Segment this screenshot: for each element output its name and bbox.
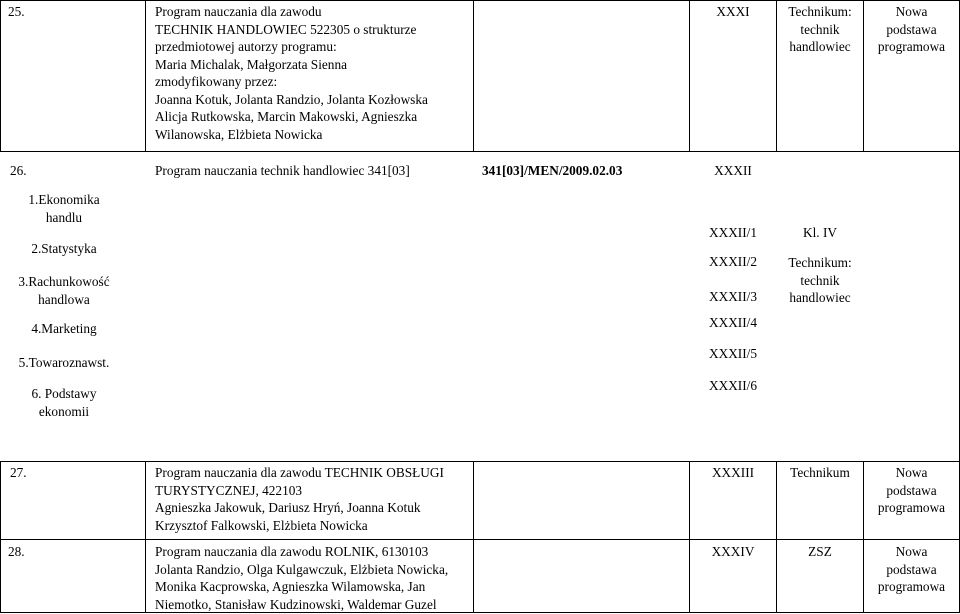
subject-1: 1.Ekonomika handlu <box>28 192 100 225</box>
subject-2: 2.Statystyka <box>31 241 97 256</box>
row-26-approval: 341[03]/MEN/2009.02.03 <box>482 163 623 178</box>
subject-code-3: XXXII/2 XXXII/3 <box>708 254 757 304</box>
row-25-program: Program nauczania dla zawodu TECHNIK HANDLOWIEC 522305 o strukturze przedmiotowej autorzy programu: Maria Michalak, Małgorzata Sienna zmodyfikowany przez: Joanna Kotuk, Jolanta Randzio, Jolanta Kozłowska Alicja Rutkowska, Marcin Makowski, Agnieszka Wilanowska, Elżbieta Nowicka <box>155 4 428 142</box>
row-27-school: Technikum <box>790 465 850 480</box>
subject-code-5: XXXII/5 <box>708 346 757 361</box>
subject-6: 6. Podstawy ekonomii <box>31 386 97 419</box>
grid-line <box>776 461 777 613</box>
row-28-code: XXXIV <box>711 544 755 559</box>
row-27-number: 27. <box>10 465 27 480</box>
grid-line <box>0 461 960 462</box>
row-28-program: Program nauczania dla zawodu ROLNIK, 6130103 Jolanta Randzio, Olga Kulgawczuk, Elżbieta Nowicka, Monika Kacprowska, Agnieszka Wilamowska, Jan Niemotko, Stanisław Kudzinowski, Waldemar Guzel <box>155 544 449 612</box>
grid-line <box>689 0 690 152</box>
row-25-school: Technikum: technik handlowiec <box>788 4 852 54</box>
subject-code-4: XXXII/4 <box>708 315 757 330</box>
grid-line <box>145 461 146 613</box>
row-26-class: Kl. IV <box>803 225 837 240</box>
row-25-basis: Nowa podstawa programowa <box>877 4 946 54</box>
row-26-number: 26. <box>10 163 27 178</box>
grid-line <box>0 0 960 1</box>
row-27-program: Program nauczania dla zawodu TECHNIK OBSŁUGI TURYSTYCZNEJ, 422103 Agnieszka Jakowuk, Dariusz Hryń, Joanna Kotuk Krzysztof Falkowski, Elżbieta Nowicka <box>155 465 444 533</box>
row-26-code: XXXII <box>714 163 752 178</box>
subject-code-2: XXXII/1 <box>708 225 757 240</box>
row-25-number: 25. <box>8 4 25 19</box>
subject-4: 4.Marketing <box>31 321 97 336</box>
grid-line <box>0 0 1 152</box>
subject-code-6: XXXII/6 <box>708 378 757 393</box>
grid-line <box>145 0 146 152</box>
grid-line <box>0 461 1 613</box>
row-27-basis: Nowa podstawa programowa <box>877 465 946 515</box>
row-27-code: XXXIII <box>711 465 755 480</box>
row-26-school: Technikum: technik handlowiec <box>788 255 852 305</box>
row-25-code: XXXI <box>716 4 750 19</box>
subject-5: 5.Towaroznawst. <box>18 355 110 370</box>
grid-line <box>473 0 474 152</box>
grid-line <box>473 461 474 613</box>
grid-line <box>0 539 960 540</box>
row-28-school: ZSZ <box>808 544 832 559</box>
subject-3: 3.Rachunkowość handlowa <box>18 274 110 307</box>
grid-line <box>0 612 960 613</box>
row-28-number: 28. <box>8 544 25 559</box>
row-26-program: Program nauczania technik handlowiec 341[03] <box>155 163 410 178</box>
row-28-basis: Nowa podstawa programowa <box>877 544 946 594</box>
grid-line <box>689 461 690 613</box>
grid-line <box>0 151 960 152</box>
